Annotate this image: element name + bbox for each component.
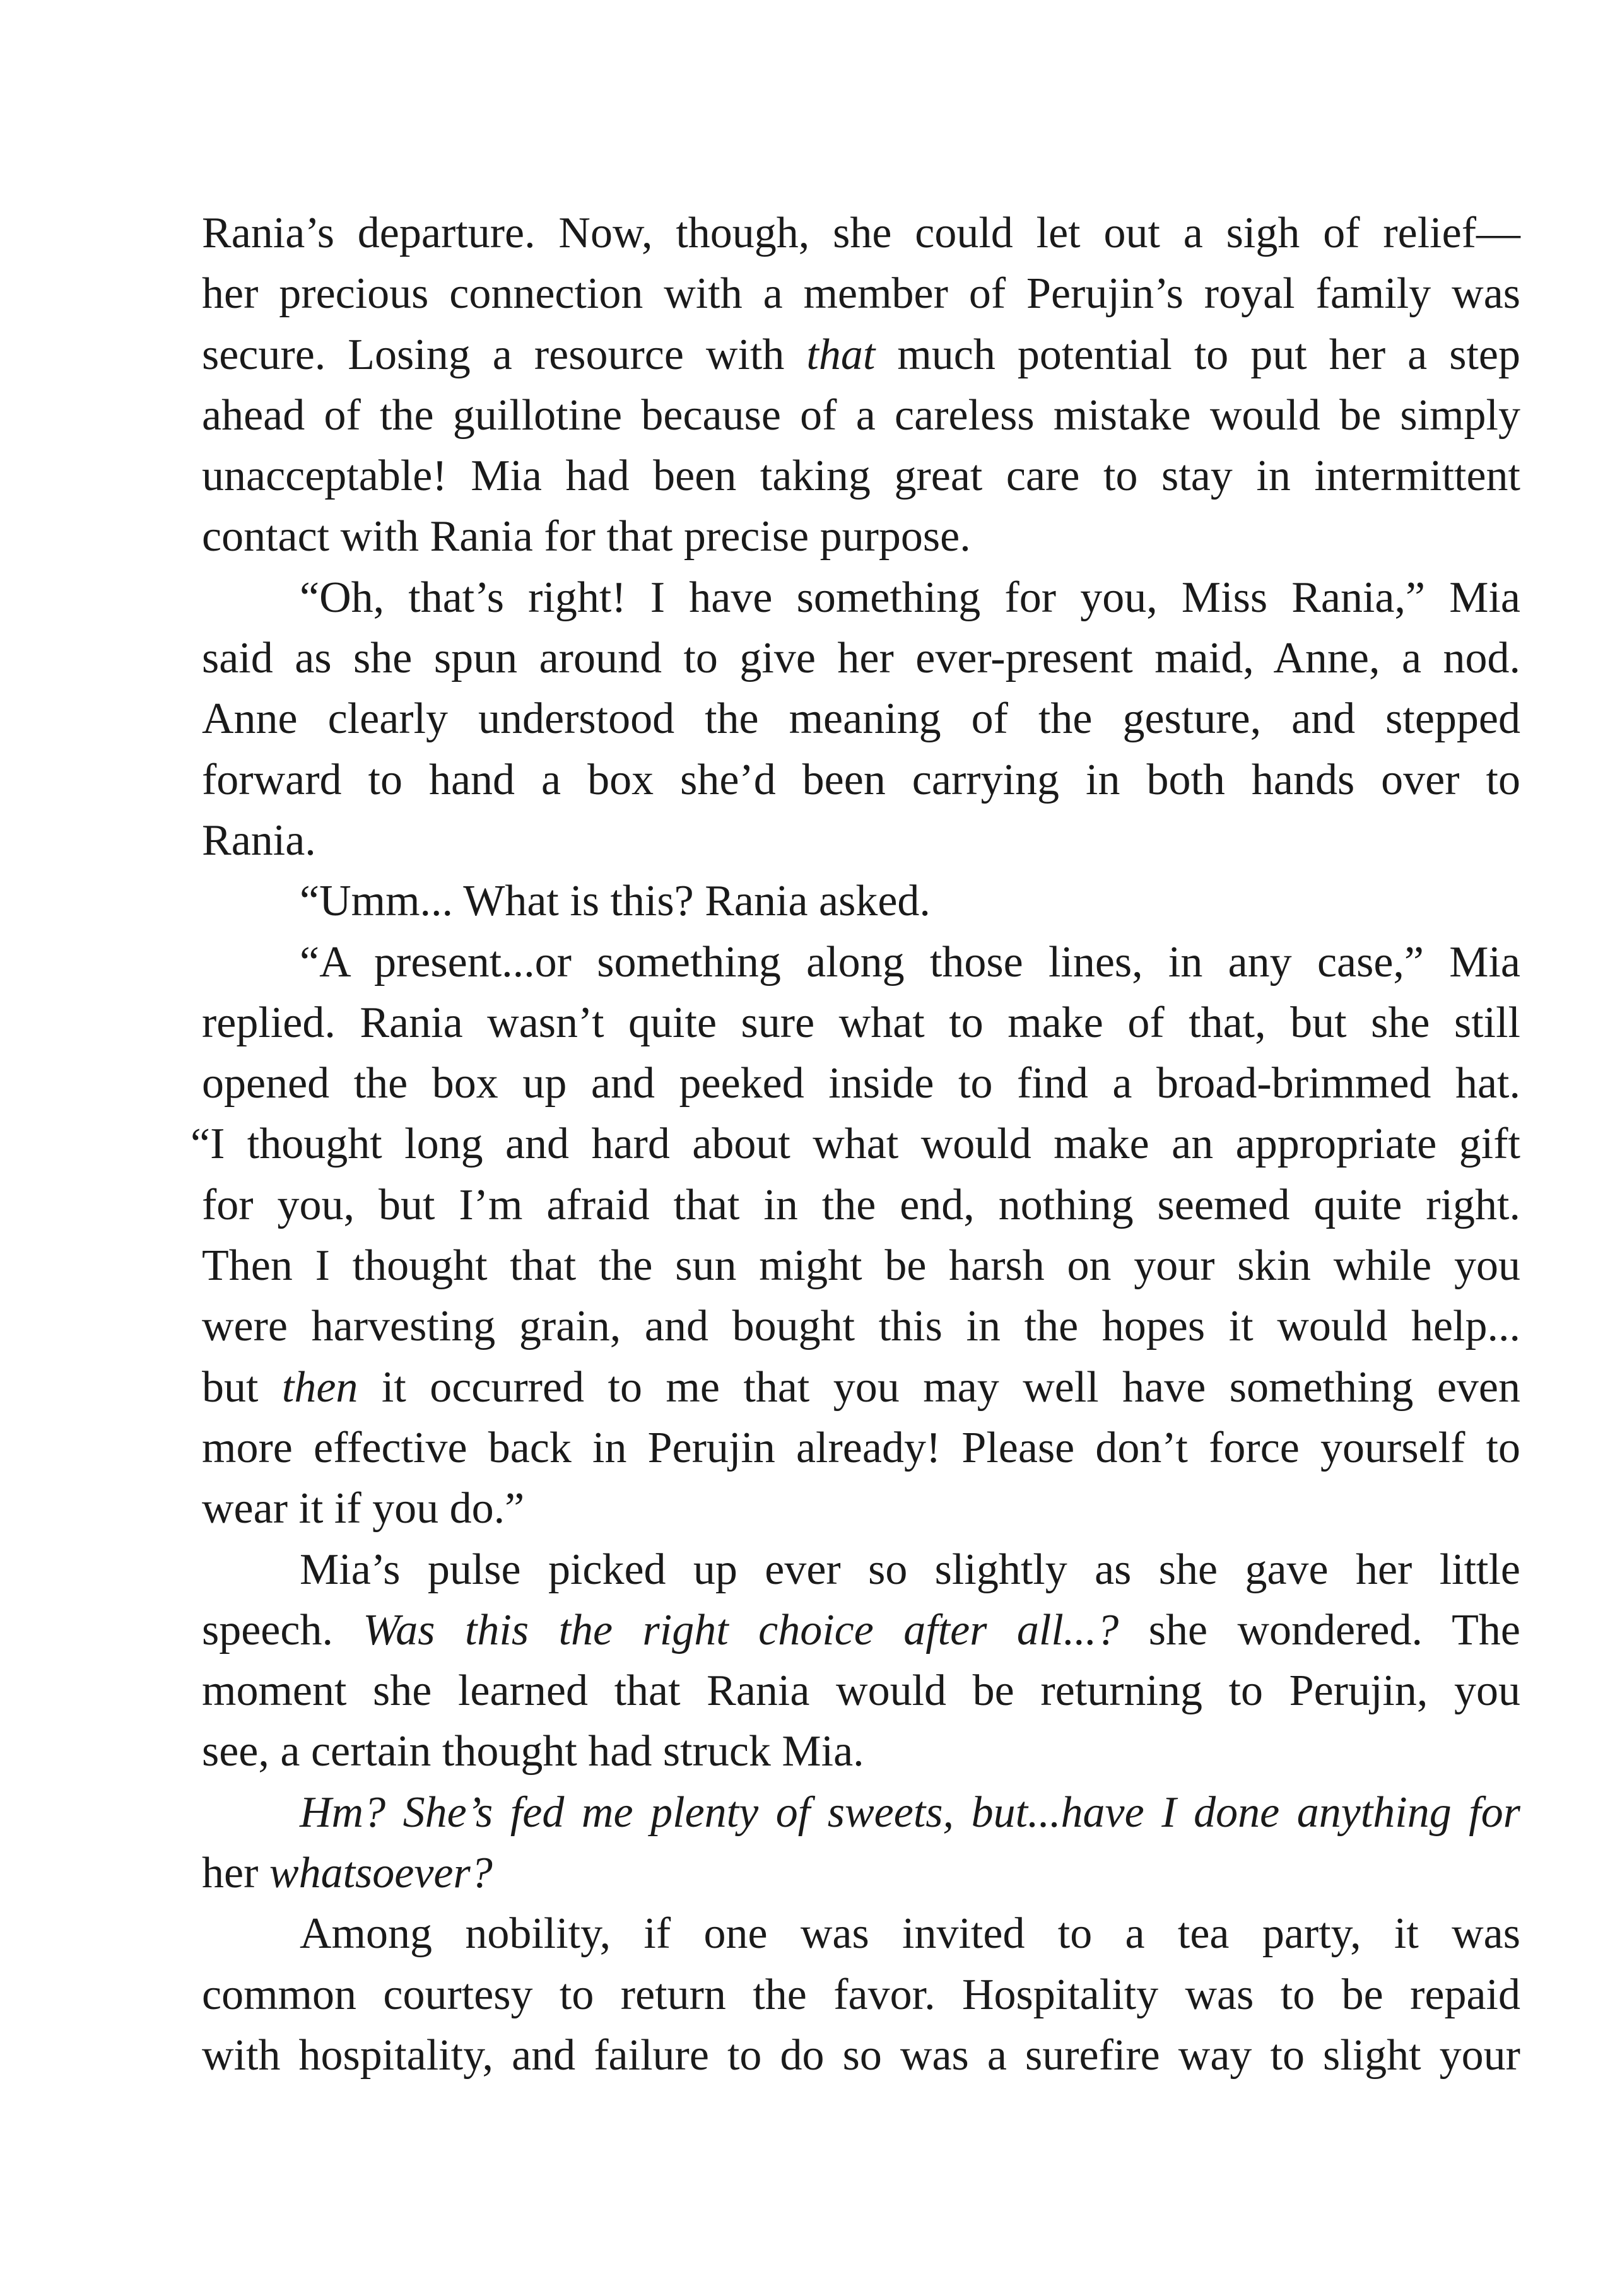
text-line: [202, 1296, 1520, 1357]
text-segment: much potential to put her a step: [875, 330, 1521, 379]
italic-text: Hm? She’s fed me plenty of sweets, but...have I done anything for: [300, 1788, 1520, 1837]
text-segment: but: [202, 1362, 282, 1412]
text-line: [202, 993, 1520, 1053]
text-line: [202, 264, 1520, 324]
text-line: [202, 507, 1520, 567]
text-segment: Rania’s departure. Now, though, she could let out a sigh of relief—: [202, 209, 1520, 257]
text-segment: it occurred to me that you may well have something even: [358, 1362, 1521, 1412]
text-line: [191, 1114, 1520, 1174]
text-segment: “Umm... What is this? Rania asked.: [300, 877, 931, 926]
text-segment: speech.: [202, 1605, 363, 1655]
text-segment: for you, but I’m afraid that in the end, nothing seemed quite right.: [202, 1180, 1520, 1229]
text-segment: unacceptable! Mia had been taking great care to stay in intermittent: [202, 452, 1520, 501]
text-segment: Mia’s pulse picked up ever so slightly as she gave her little: [300, 1545, 1520, 1594]
italic-text: that: [806, 330, 876, 379]
text-line: [202, 1236, 1520, 1296]
text-line: [202, 1721, 1520, 1782]
italic-text: then: [281, 1362, 358, 1412]
text-line: [202, 568, 1520, 628]
text-segment: common courtesy to return the favor. Hospitality was to be repaid: [202, 1970, 1520, 2019]
text-line: [202, 325, 1520, 385]
text-line: [202, 1600, 1520, 1661]
text-line: [202, 1479, 1520, 1539]
text-line: [202, 1843, 1520, 1904]
text-segment: Anne clearly understood the meaning of the gesture, and stepped: [202, 694, 1520, 744]
text-segment: Among nobility, if one was invited to a tea party, it was: [300, 1909, 1520, 1959]
text-line: [202, 1540, 1520, 1600]
text-segment: “I thought long and hard about what would make an appropriate gift: [191, 1120, 1520, 1169]
text-segment: ahead of the guillotine because of a careless mistake would be simply: [202, 390, 1520, 440]
text-segment: wear it if you do.”: [202, 1484, 525, 1533]
text-segment: opened the box up and peeked inside to find a broad-brimmed hat.: [202, 1059, 1520, 1108]
body-text: [191, 203, 1521, 2086]
text-segment: Then I thought that the sun might be harsh on your skin while you: [202, 1241, 1520, 1291]
text-segment: moment she learned that Rania would be returning to Perujin, you: [202, 1666, 1520, 1716]
text-segment: were harvesting grain, and bought this in the hopes it would help...: [202, 1302, 1520, 1351]
text-line: [202, 689, 1520, 749]
text-line: [202, 1965, 1520, 2025]
text-segment: she wondered. The: [1119, 1605, 1521, 1655]
text-segment: contact with Rania for that precise purpose.: [202, 512, 971, 561]
text-segment: “Oh, that’s right! I have something for you, Miss Rania,” Mia: [300, 573, 1520, 622]
text-line: [202, 1053, 1520, 1114]
text-segment: Rania.: [202, 816, 316, 865]
text-line: [202, 385, 1520, 446]
text-segment: “A present...or something along those lines, in any case,” Mia: [300, 937, 1520, 987]
text-segment: her precious connection with a member of Perujin’s royal family was: [202, 269, 1520, 319]
text-segment: see, a certain thought had struck Mia.: [202, 1727, 864, 1776]
text-line: [202, 932, 1520, 993]
text-segment: more effective back in Perujin already! Please don’t force yourself to: [202, 1423, 1520, 1472]
text-line: [202, 628, 1520, 689]
text-line: [202, 750, 1520, 811]
text-line: [202, 2025, 1520, 2086]
italic-text: Was this the right choice after all...?: [363, 1605, 1119, 1655]
italic-text: whatsoever?: [269, 1849, 493, 1898]
text-segment: with hospitality, and failure to do so was a surefire way to slight your: [202, 2030, 1520, 2080]
text-line: [202, 871, 1520, 932]
text-segment: her: [202, 1849, 269, 1898]
text-line: [202, 1904, 1520, 1964]
text-line: [202, 1357, 1520, 1418]
text-segment: secure. Losing a resource with: [202, 330, 807, 379]
text-line: [202, 1175, 1520, 1236]
text-segment: forward to hand a box she’d been carrying in both hands over to: [202, 755, 1520, 804]
text-line: [202, 1783, 1520, 1843]
text-segment: said as she spun around to give her ever-present maid, Anne, a nod.: [202, 634, 1520, 683]
text-line: [202, 1418, 1520, 1479]
text-line: [202, 811, 1520, 871]
text-line: [202, 446, 1520, 507]
text-line: [202, 1661, 1520, 1721]
text-segment: replied. Rania wasn’t quite sure what to make of that, but she still: [202, 998, 1520, 1047]
text-line: [202, 203, 1520, 264]
